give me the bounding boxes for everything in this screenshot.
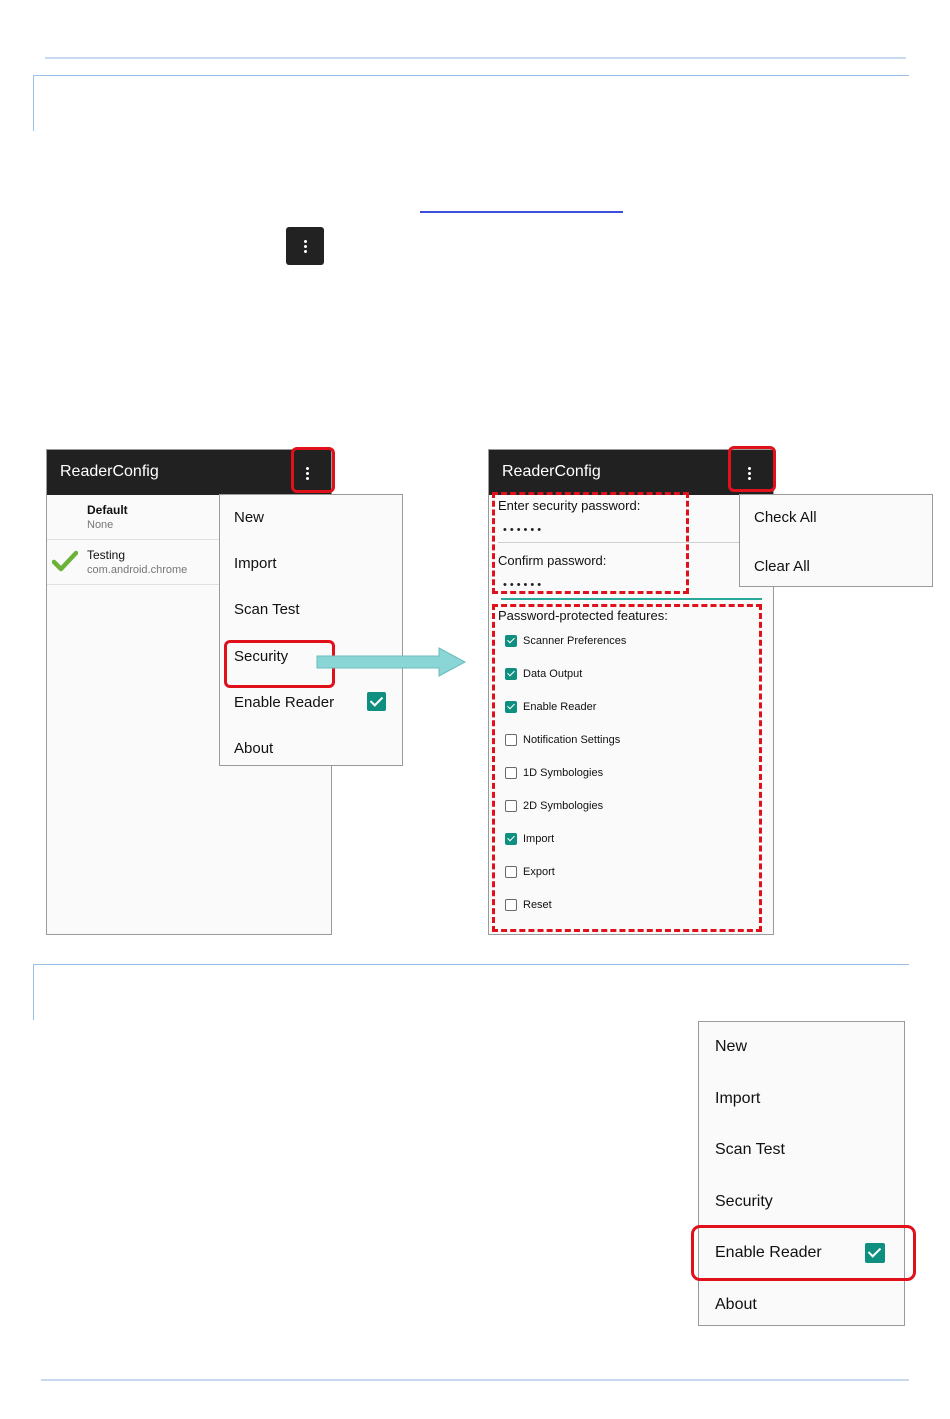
app-title: ReaderConfig [502,463,601,480]
menu-item-enable-reader[interactable]: Enable Reader [234,694,335,711]
feature-label: 2D Symbologies [523,800,604,812]
section-frame-left [33,75,34,131]
profile-name: Default [87,503,128,517]
menu-item-about[interactable]: About [234,740,274,757]
menu-item-security[interactable]: Security [234,648,289,665]
feature-label: Enable Reader [523,701,597,713]
menu-item-check-all[interactable]: Check All [754,509,817,526]
menu-item-scan-test[interactable]: Scan Test [715,1141,785,1158]
profile-name: Testing [87,548,126,562]
highlight-menu-button-right [728,446,776,492]
app-title: ReaderConfig [60,463,159,480]
hyperlink-underline[interactable] [420,211,623,213]
profile-subtitle: None [87,519,114,531]
menu-item-import[interactable]: Import [234,555,277,572]
right-overflow-menu [739,494,933,587]
confirm-password-label: Confirm password: [498,553,607,568]
menu-item-about[interactable]: About [715,1296,757,1313]
app-bar [47,450,331,495]
checkmark-icon [52,550,78,572]
section-frame-top [33,964,909,965]
highlight-enable-reader-item [691,1225,916,1281]
menu-item-security[interactable]: Security [715,1193,773,1210]
menu-item-scan-test[interactable]: Scan Test [234,601,300,618]
feature-label: Notification Settings [523,734,621,746]
menu-item-clear-all[interactable]: Clear All [754,558,810,575]
overflow-menu-icon [286,227,324,265]
page-header-rule [45,57,906,59]
arrow-icon [316,646,468,678]
feature-label: Reset [523,899,552,911]
feature-label: Import [523,833,555,845]
section-frame-left [33,964,34,1020]
enable-reader-checkbox[interactable] [367,692,386,711]
feature-label: Export [523,866,555,878]
menu-item-new[interactable]: New [234,509,265,526]
highlight-password-fields [492,492,689,594]
confirm-field-underline [501,598,762,600]
feature-label: Scanner Preferences [523,635,627,647]
menu-item-new[interactable]: New [715,1038,748,1055]
menu-item-enable-reader[interactable]: Enable Reader [715,1244,822,1261]
left-overflow-menu [219,494,403,766]
profile-subtitle: com.android.chrome [87,564,188,576]
features-heading: Password-protected features: [498,608,668,623]
enter-password-field[interactable]: •••••• [503,524,545,536]
enter-password-label: Enter security password: [498,498,641,513]
feature-label: 1D Symbologies [523,767,604,779]
highlight-protected-features [492,604,762,932]
confirm-password-field[interactable]: •••••• [503,579,545,591]
page-footer-rule [41,1379,909,1381]
section-frame-top [33,75,909,76]
menu-item-import[interactable]: Import [715,1090,761,1107]
highlight-menu-button-left [291,447,335,493]
feature-label: Data Output [523,668,583,680]
